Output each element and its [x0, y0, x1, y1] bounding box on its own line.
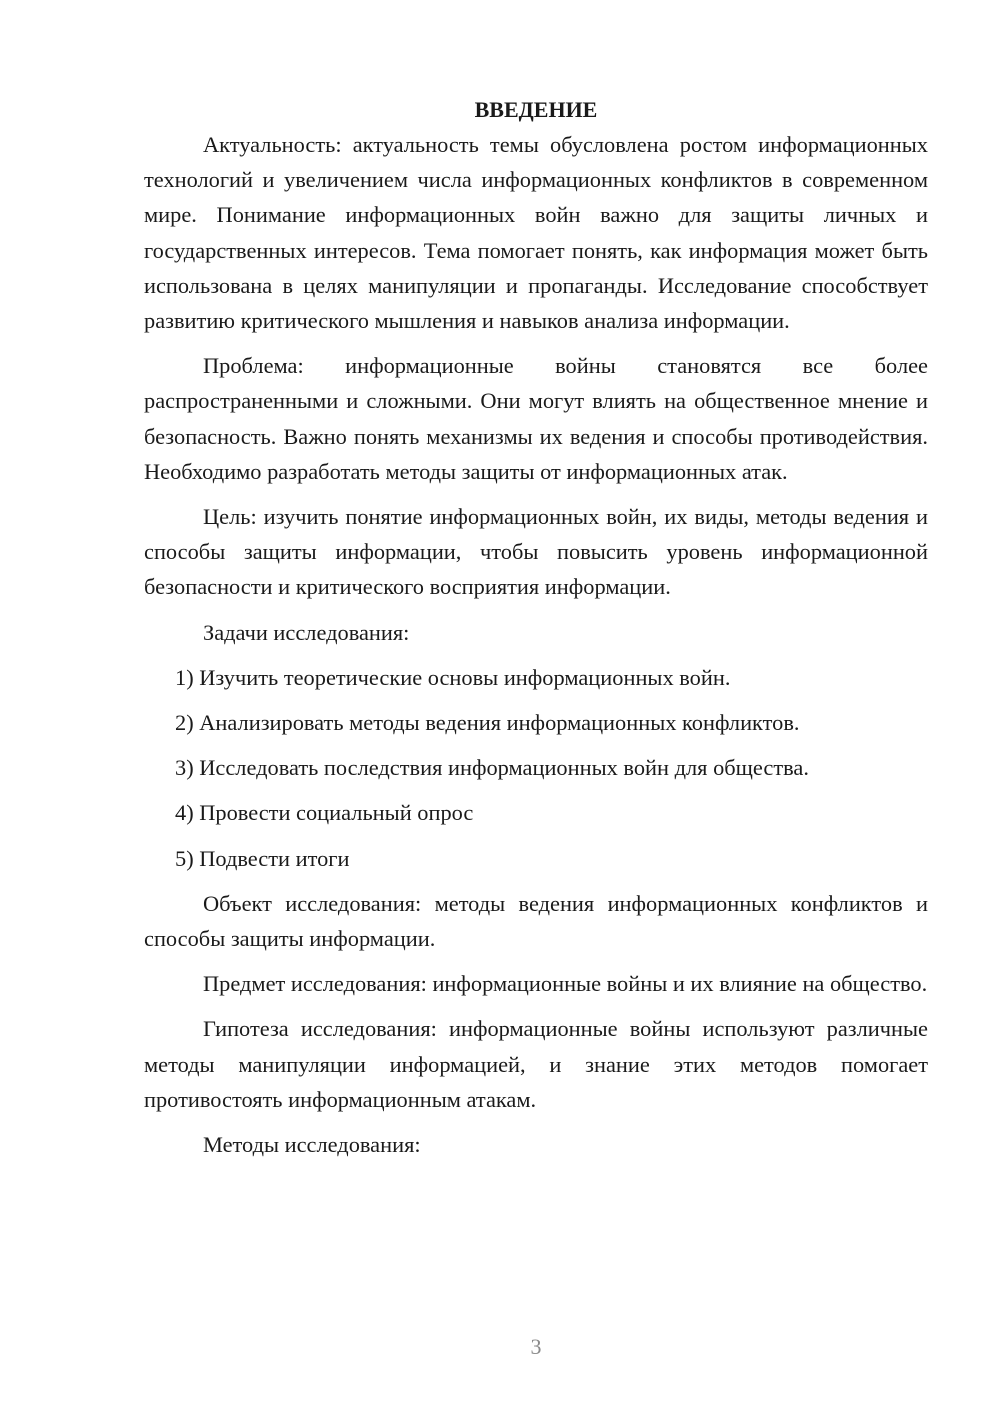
tasks-heading: Задачи исследования: [203, 619, 410, 645]
task-item-3: 3) Исследовать последствия информационных войн для общества. [175, 755, 809, 781]
task-item-5: 5) Подвести итоги [175, 845, 350, 871]
task-item-4: 4) Провести социальный опрос [175, 800, 474, 826]
document-body [144, 92, 928, 1172]
object-paragraph: Объект исследования: методы ведения информационных конфликтов и способы защиты информации. [144, 890, 928, 952]
hypothesis-paragraph: Гипотеза исследования: информационные войны используют различные методы манипуляции информацией, и знание этих методов помогает противостоять информационным атакам. [144, 1016, 928, 1112]
section-title: ВВЕДЕНИЕ [474, 97, 598, 122]
page-number: 3 [530, 1334, 542, 1359]
problem-paragraph: Проблема: информационные войны становятся все более распространенными и сложными. Они могут влиять на общественное мнение и безопасность. Важно понять механизмы их ведения и способы противодействия. Необходимо разработать методы защиты от информационных атак. [144, 353, 928, 484]
subject-paragraph: Предмет исследования: информационные войны и их влияние на общество. [203, 971, 928, 997]
goal-paragraph: Цель: изучить понятие информационных войн, их виды, методы ведения и способы защиты информации, чтобы повысить уровень информационной безопасности и критического восприятия информации. [144, 504, 928, 600]
relevance-paragraph: Актуальность: актуальность темы обусловлена ростом информационных технологий и увеличением числа информационных конфликтов в современном мире. Понимание информационных войн важно для защиты личных и государственных интересов. Тема помогает понять, как информация может быть использована в целях манипуляции и пропаганды. Исследование способствует развитию критического мышления и навыков анализа информации. [144, 132, 928, 334]
task-item-1: 1) Изучить теоретические основы информационных войн. [175, 664, 731, 690]
methods-heading: Методы исследования: [203, 1132, 421, 1158]
task-item-2: 2) Анализировать методы ведения информационных конфликтов. [175, 710, 800, 736]
tasks-list [144, 660, 928, 876]
